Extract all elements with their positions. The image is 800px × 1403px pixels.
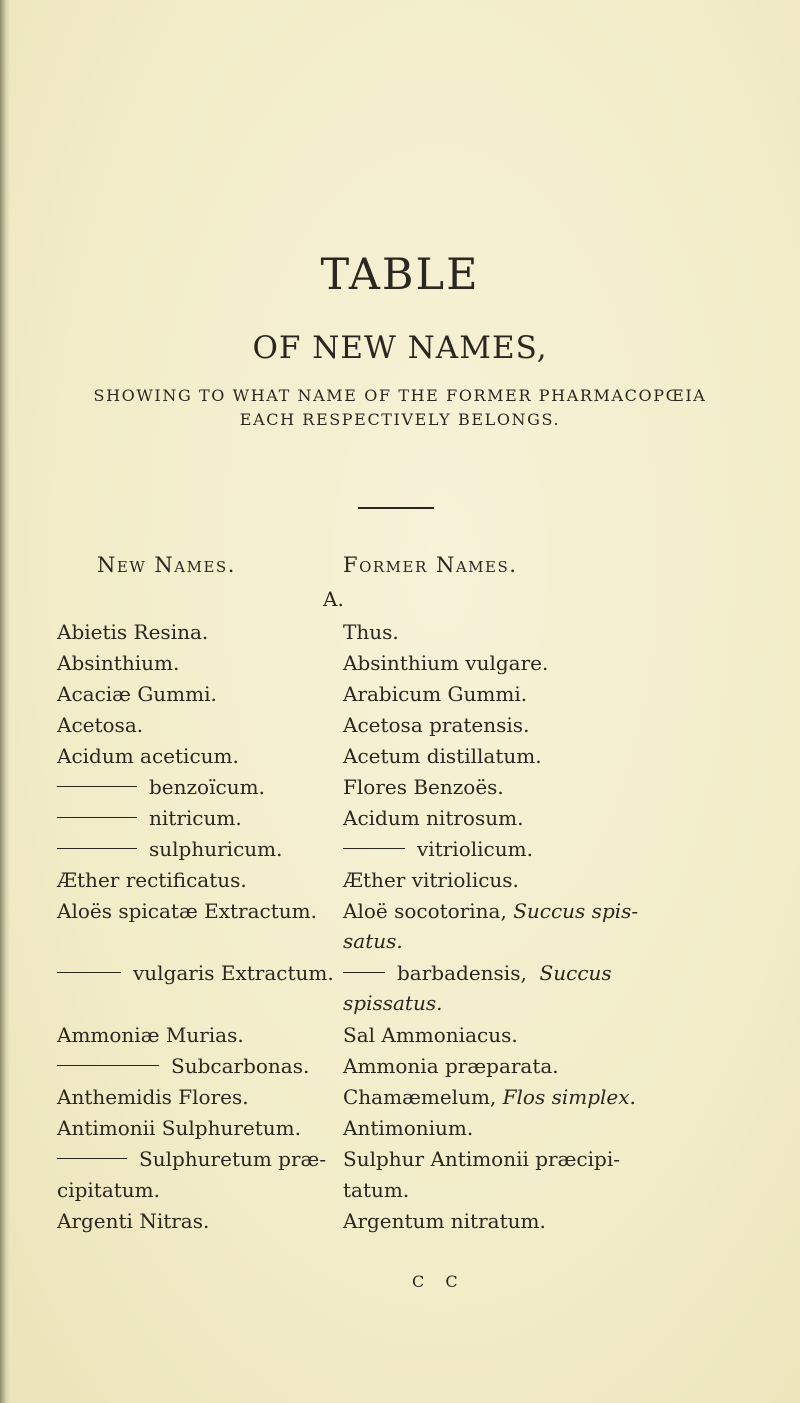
new-name: Subcarbonas.	[57, 1054, 309, 1079]
former-name: Chamæmelum, Flos simplex.	[343, 1085, 636, 1109]
new-name: vulgaris Extractum.	[57, 961, 334, 986]
catchword: C C	[412, 1272, 466, 1291]
new-name: Argenti Nitras.	[57, 1209, 210, 1233]
former-name: Antimonium.	[343, 1116, 474, 1140]
new-name: Acidum aceticum.	[57, 744, 239, 768]
former-name: Aloë socotorina, Succus spis-	[343, 899, 639, 923]
new-name: nitricum.	[57, 806, 242, 831]
new-name: benzoïcum.	[57, 775, 265, 800]
former-name: Ammonia præparata.	[343, 1054, 559, 1078]
former-names-header: Former Names.	[343, 553, 518, 577]
new-name: sulphuricum.	[57, 837, 282, 862]
description-line-1: SHOWING TO WHAT NAME OF THE FORMER PHARMACOPŒIA	[93, 386, 707, 405]
page-title: TABLE	[320, 250, 480, 300]
ditto-dash	[343, 848, 405, 850]
ditto-dash	[57, 817, 137, 819]
new-name: Sulphuretum præ-	[57, 1147, 326, 1172]
former-name: barbadensis, Succus	[343, 961, 612, 986]
new-name-continuation: cipitatum.	[57, 1178, 160, 1202]
ditto-dash	[343, 972, 385, 974]
former-name: vitriolicum.	[343, 837, 533, 862]
former-name: Flores Benzoës.	[343, 775, 504, 799]
ditto-dash	[57, 1065, 159, 1067]
new-name: Absinthium.	[57, 651, 180, 675]
new-name: Anthemidis Flores.	[57, 1085, 249, 1109]
former-name: Acetum distillatum.	[343, 744, 542, 768]
former-name: Arabicum Gummi.	[343, 682, 528, 706]
former-name-continuation: spissatus.	[343, 991, 443, 1015]
new-name: Abietis Resina.	[57, 620, 209, 644]
names-table	[0, 620, 800, 1280]
divider-rule	[358, 507, 434, 509]
former-name: Sulphur Antimonii præcipi-	[343, 1147, 620, 1171]
new-name: Acetosa.	[57, 713, 144, 737]
section-letter: A.	[323, 587, 344, 611]
page-subtitle: OF NEW NAMES,	[252, 330, 548, 366]
new-name: Aloës spicatæ Extractum.	[57, 899, 317, 923]
ditto-dash	[57, 1158, 127, 1160]
former-name: Argentum nitratum.	[343, 1209, 546, 1233]
ditto-dash	[57, 972, 121, 974]
new-names-header: New Names.	[97, 553, 236, 577]
former-name-continuation: satus.	[343, 929, 403, 953]
former-name: Absinthium vulgare.	[343, 651, 549, 675]
former-name: Thus.	[343, 620, 399, 644]
new-name: Æther rectificatus.	[57, 868, 247, 892]
ditto-dash	[57, 848, 137, 850]
former-name: Sal Ammoniacus.	[343, 1023, 518, 1047]
ditto-dash	[57, 786, 137, 788]
description-line-2: EACH RESPECTIVELY BELONGS.	[239, 410, 561, 429]
new-name: Ammoniæ Murias.	[57, 1023, 244, 1047]
new-name: Antimonii Sulphuretum.	[57, 1116, 301, 1140]
former-name-continuation: tatum.	[343, 1178, 410, 1202]
former-name: Æther vitriolicus.	[343, 868, 519, 892]
new-name: Acaciæ Gummi.	[57, 682, 217, 706]
former-name: Acetosa pratensis.	[343, 713, 530, 737]
former-name: Acidum nitrosum.	[343, 806, 524, 830]
